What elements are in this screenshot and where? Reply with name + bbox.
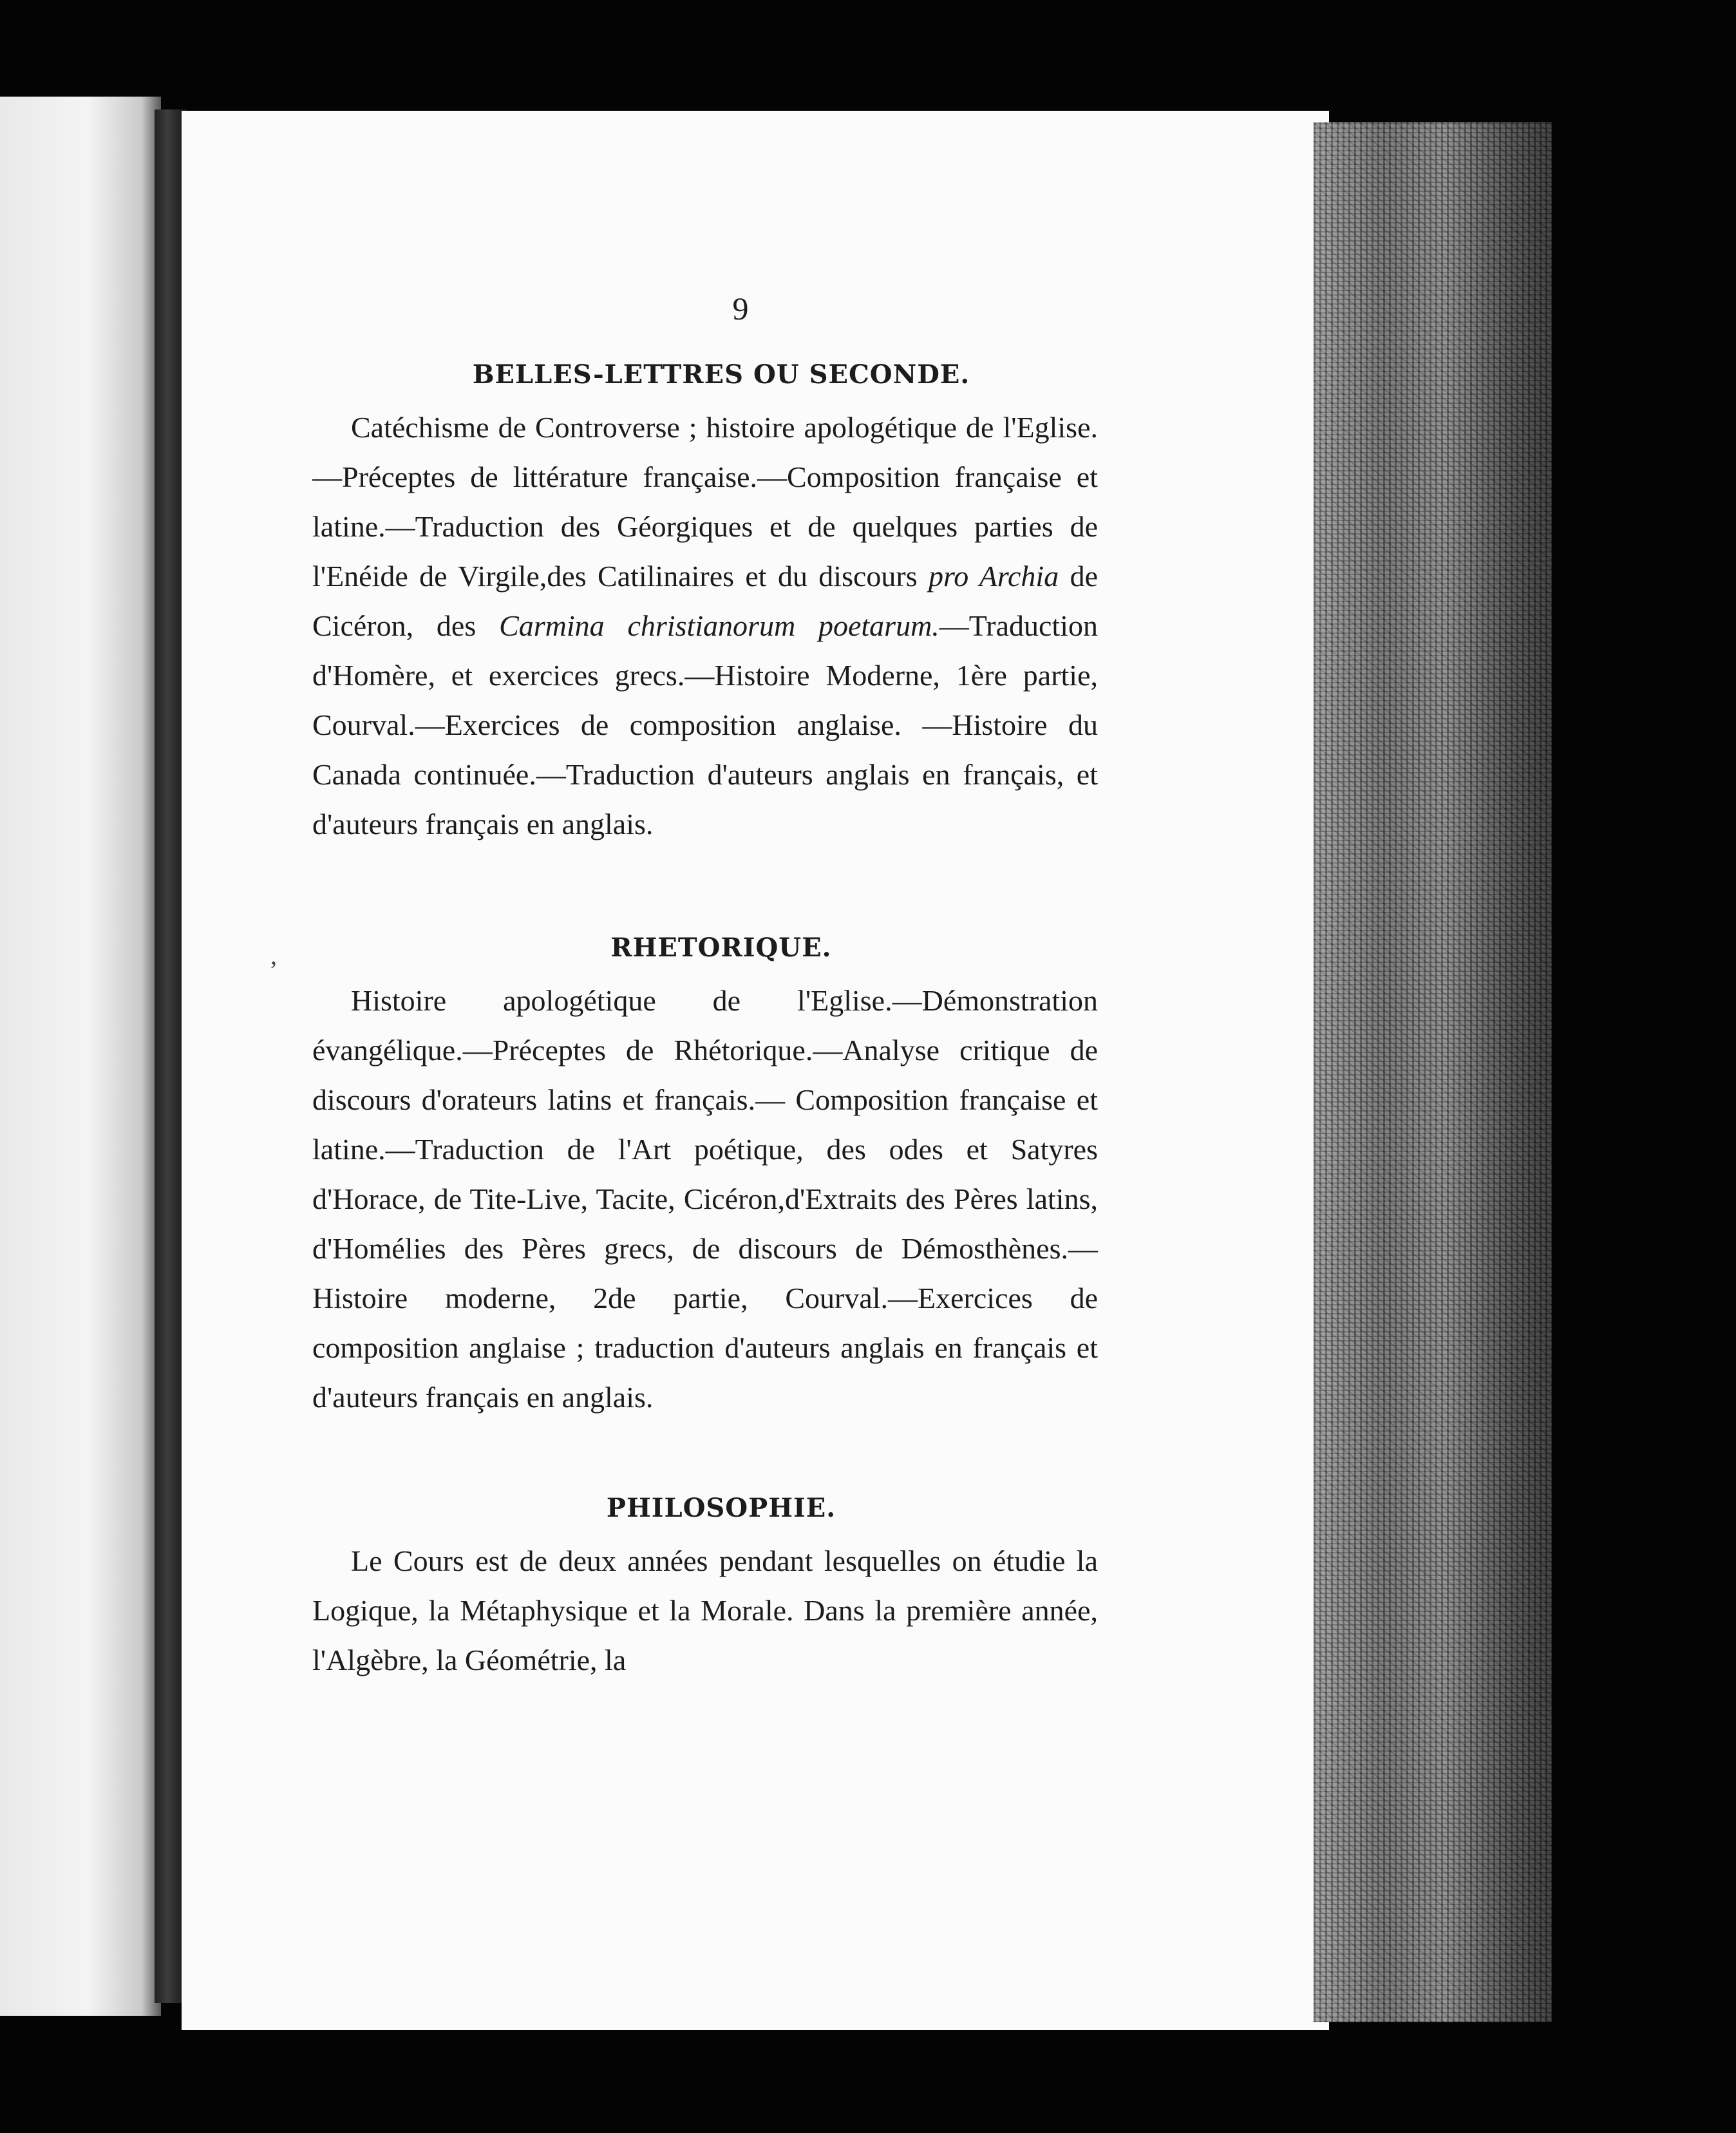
left-facing-page [0,97,161,2016]
section-body-belles-lettres [312,403,1098,849]
section-spacer [312,1422,1098,1493]
page-text [312,290,1098,1685]
margin-mark: , [270,941,277,970]
body-text: de Cicéron, des [312,560,1098,642]
section-body-philosophie: Le Cours est de deux années pendant lesquelles on étudie la Logique, la Métaphysique et la Morale. Dans la première année, l'Algèbre, la Géométrie, la [312,1544,1098,1676]
page-edges [1314,122,1552,2022]
section-heading-rhetorique: RHETORIQUE. [610,933,832,963]
body-text: —Traduction d'Homère, et exercices grecs.—Histoire Moderne, 1ère partie, Courval.—Exercices de composition anglaise. —Histoire du Canada continuée.—Traduction d'auteurs anglais en français, et d'auteurs français en anglais. [312,609,1098,840]
section-body-rhetorique: Histoire apologétique de l'Eglise.—Démonstration évangélique.—Préceptes de Rhétorique.—Analyse critique de discours d'orateurs latins et français.— Composition française et latine.—Traduction de l'Art poétique, des odes et Satyres d'Horace, de Tite-Live, Tacite, Cicéron,d'Extraits des Pères latins, d'Homélies des Pères grecs, de discours de Démosthènes.— Histoire moderne, 2de partie, Courval.—Exercices de composition anglaise ; traduction d'auteurs anglais en français et d'auteurs français en anglais. [312,984,1098,1414]
body-text: Catéchisme de Controverse ; histoire apologétique de l'Eglise.—Préceptes de littérature française.—Composition française et latine.—Traduction des Géorgiques et de quelques parties de l'Enéide de Virgile,des Catilinaires et du discours [312,411,1098,592]
section-heading-belles-lettres: BELLES-LETTRES OU SECONDE. [472,359,970,390]
italic-title: Carmina christianorum poetarum. [499,609,939,642]
section-heading-philosophie: PHILOSOPHIE. [606,1493,836,1523]
italic-title: pro Archia [929,560,1059,592]
page-number: 9 [732,290,749,327]
section-spacer [312,849,1098,933]
